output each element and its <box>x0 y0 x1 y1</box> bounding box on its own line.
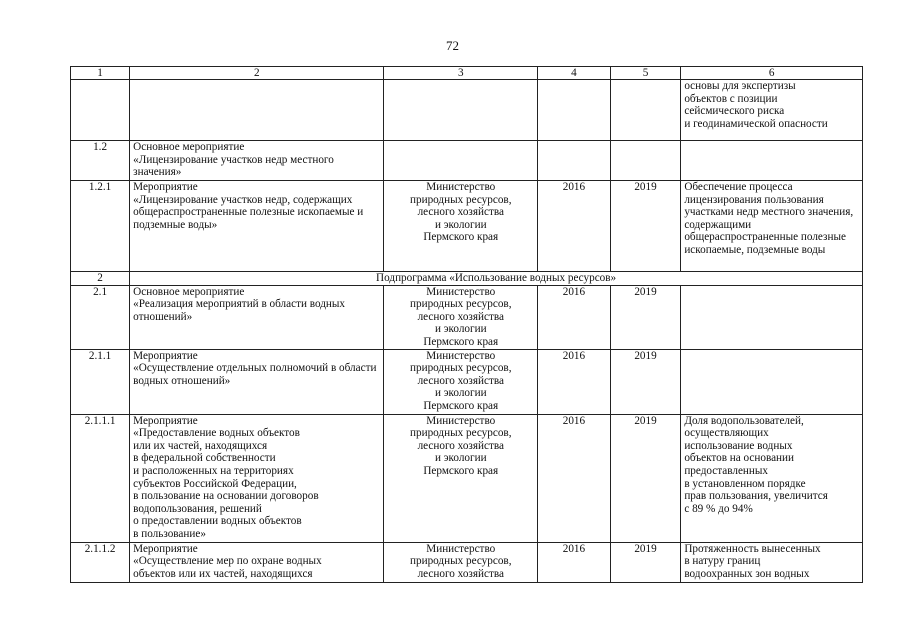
executor-cell <box>384 141 538 181</box>
executor-cell: Министерство природных ресурсов, лесного хозяйства и экологии Пермского края <box>384 349 538 414</box>
column-header-2: 2 <box>130 67 384 80</box>
result-cell <box>681 349 863 414</box>
activity-cell: Мероприятие «Осуществление мер по охране водных объектов или их частей, находящихся <box>130 542 384 582</box>
activity-cell: Основное мероприятие «Реализация мероприятий в области водных отношений» <box>130 285 384 349</box>
result-cell <box>681 141 863 181</box>
result-cell: основы для экспертизы объектов с позиции сейсмического риска и геодинамической опасности <box>681 80 863 141</box>
table-row <box>71 181 863 272</box>
measures-table <box>70 66 863 583</box>
end-year-cell: 2019 <box>610 542 681 582</box>
table-row <box>71 349 863 414</box>
end-year-cell: 2019 <box>610 181 681 272</box>
result-cell: Протяженность вынесенных в натуру границ водоохранных зон водных <box>681 542 863 582</box>
start-year-cell: 2016 <box>538 181 611 272</box>
start-year-cell: 2016 <box>538 542 611 582</box>
subprogram-row <box>71 272 863 286</box>
table-header-row <box>71 67 863 80</box>
row-number-cell: 1.2.1 <box>71 181 130 272</box>
start-year-cell: 2016 <box>538 349 611 414</box>
result-cell <box>681 285 863 349</box>
executor-cell: Министерство природных ресурсов, лесного хозяйства и экологии Пермского края <box>384 285 538 349</box>
column-header-4: 4 <box>538 67 611 80</box>
end-year-cell: 2019 <box>610 349 681 414</box>
page-number: 72 <box>446 38 459 53</box>
column-header-6: 6 <box>681 67 863 80</box>
row-number-cell: 2.1.1.1 <box>71 414 130 542</box>
row-number-cell: 2 <box>71 272 130 286</box>
result-cell: Доля водопользователей, осуществляющих использование водных объектов на основании предоставленных в установленном порядке прав пользования, увеличится с 89 % до 94% <box>681 414 863 542</box>
activity-cell <box>130 80 384 141</box>
table-row <box>71 542 863 582</box>
activity-cell: Мероприятие «Лицензирование участков недр, содержащих общераспространенные полезные ископаемые и подземные воды» <box>130 181 384 272</box>
end-year-cell <box>610 141 681 181</box>
row-number-cell: 2.1.1.2 <box>71 542 130 582</box>
table-row <box>71 414 863 542</box>
activity-cell: Основное мероприятие «Лицензирование участков недр местного значения» <box>130 141 384 181</box>
row-number-cell: 2.1 <box>71 285 130 349</box>
table-row <box>71 285 863 349</box>
executor-cell: Министерство природных ресурсов, лесного хозяйства и экологии Пермского края <box>384 181 538 272</box>
column-header-1: 1 <box>71 67 130 80</box>
end-year-cell <box>610 80 681 141</box>
executor-cell <box>384 80 538 141</box>
executor-cell: Министерство природных ресурсов, лесного хозяйства <box>384 542 538 582</box>
table-row <box>71 80 863 141</box>
activity-cell: Мероприятие «Осуществление отдельных полномочий в области водных отношений» <box>130 349 384 414</box>
start-year-cell: 2016 <box>538 285 611 349</box>
subprogram-title: Подпрограмма «Использование водных ресурсов» <box>130 272 863 286</box>
table-row <box>71 141 863 181</box>
activity-cell: Мероприятие «Предоставление водных объектов или их частей, находящихся в федеральной собственности и расположенных на территориях субъектов Российской Федерации, в пользование на основании договоров водопользования, решений о предоставлении водных объектов в пользование» <box>130 414 384 542</box>
start-year-cell: 2016 <box>538 414 611 542</box>
row-number-cell <box>71 80 130 141</box>
start-year-cell <box>538 141 611 181</box>
end-year-cell: 2019 <box>610 414 681 542</box>
end-year-cell: 2019 <box>610 285 681 349</box>
result-cell: Обеспечение процесса лицензирования пользования участками недр местного значения, содержащими общераспространенные полезные ископаемые, подземные воды <box>681 181 863 272</box>
column-header-5: 5 <box>610 67 681 80</box>
start-year-cell <box>538 80 611 141</box>
column-header-3: 3 <box>384 67 538 80</box>
executor-cell: Министерство природных ресурсов, лесного хозяйства и экологии Пермского края <box>384 414 538 542</box>
row-number-cell: 2.1.1 <box>71 349 130 414</box>
row-number-cell: 1.2 <box>71 141 130 181</box>
